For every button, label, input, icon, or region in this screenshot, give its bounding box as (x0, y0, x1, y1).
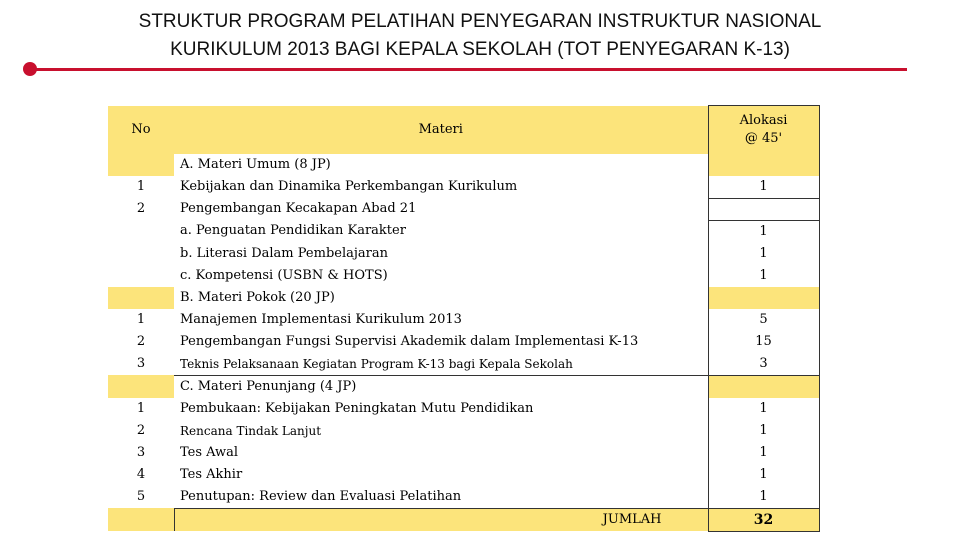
row-no: 1 (136, 311, 146, 327)
row-materi: Tes Awal (180, 444, 238, 460)
section-heading-a: A. Materi Umum (8 JP) (180, 156, 331, 172)
row-materi: Pengembangan Kecakapan Abad 21 (180, 201, 417, 216)
row-no: 5 (136, 488, 146, 504)
row-alokasi (708, 287, 819, 309)
header-alokasi (708, 106, 819, 154)
table-row (108, 176, 819, 199)
row-no (108, 220, 174, 243)
header-materi: Materi (174, 106, 708, 154)
table-row (108, 287, 819, 309)
table-row (108, 353, 819, 376)
total-label: JUMLAH (174, 508, 708, 531)
row-no: 3 (136, 444, 146, 460)
row-alokasi: 1 (708, 398, 819, 420)
table-row (108, 442, 819, 464)
row-materi: Manajemen Implementasi Kurikulum 2013 (180, 311, 462, 327)
row-alokasi: 1 (708, 176, 819, 199)
table-row (108, 309, 819, 331)
row-alokasi: 1 (708, 420, 819, 442)
table-row (108, 375, 819, 398)
row-alokasi: 5 (708, 309, 819, 331)
title-line-2: KURIKULUM 2013 BAGI KEPALA SEKOLAH (TOT PENYEGARAN K-13) (170, 39, 790, 60)
table-header-row (108, 106, 819, 154)
row-alokasi (708, 375, 819, 398)
row-alokasi (708, 198, 819, 220)
row-materi: Kebijakan dan Dinamika Perkembangan Kurikulum (180, 178, 518, 194)
program-structure-table (108, 105, 820, 532)
row-no: 2 (136, 333, 146, 349)
header-alokasi-line-1: Alokasi (739, 112, 788, 128)
row-no (108, 287, 174, 309)
section-heading-c: C. Materi Penunjang (4 JP) (174, 375, 708, 398)
title-rule (30, 68, 907, 71)
section-heading-b: B. Materi Pokok (20 JP) (180, 289, 335, 305)
header-no: No (108, 106, 174, 154)
row-no: 2 (136, 422, 146, 438)
row-no: 4 (136, 466, 146, 482)
row-materi: Rencana Tindak Lanjut (180, 423, 322, 438)
row-materi: b. Literasi Dalam Pembelajaran (180, 245, 388, 261)
row-alokasi: 1 (708, 220, 819, 243)
row-materi: c. Kompetensi (USBN & HOTS) (180, 267, 388, 283)
row-materi: Tes Akhir (180, 466, 243, 482)
row-alokasi: 3 (708, 353, 819, 376)
row-no (108, 265, 174, 287)
row-no: 3 (136, 355, 146, 371)
table-row (108, 198, 819, 220)
row-alokasi: 1 (708, 486, 819, 509)
row-no: 2 (136, 201, 146, 216)
row-alokasi: 1 (708, 442, 819, 464)
table-row (108, 331, 819, 353)
table-row (108, 464, 819, 486)
row-materi: Teknis Pelaksanaan Kegiatan Program K-13 bagi Kepala Sekolah (180, 356, 573, 371)
row-alokasi: 1 (708, 265, 819, 287)
row-no (108, 154, 174, 176)
total-value: 32 (708, 508, 819, 531)
table-row (108, 265, 819, 287)
table-row (108, 154, 819, 176)
row-no (108, 243, 174, 265)
table-row (108, 243, 819, 265)
table-row (108, 398, 819, 420)
table-row (108, 486, 819, 509)
row-alokasi: 15 (708, 331, 819, 353)
row-materi: Penutupan: Review dan Evaluasi Pelatihan (180, 488, 462, 504)
page-title (0, 8, 960, 64)
row-alokasi (708, 154, 819, 176)
row-materi: Pengembangan Fungsi Supervisi Akademik dalam Implementasi K-13 (180, 333, 639, 349)
total-row (108, 508, 819, 531)
row-no: 1 (136, 178, 146, 194)
total-no-cell (108, 508, 174, 531)
row-no: 1 (136, 400, 146, 416)
row-materi: Pembukaan: Kebijakan Peningkatan Mutu Pendidikan (180, 400, 534, 416)
row-materi: a. Penguatan Pendidikan Karakter (180, 223, 406, 239)
title-line-1: STRUKTUR PROGRAM PELATIHAN PENYEGARAN INSTRUKTUR NASIONAL (138, 11, 822, 32)
row-no (108, 375, 174, 398)
table-row (108, 420, 819, 442)
row-alokasi: 1 (708, 243, 819, 265)
row-alokasi: 1 (708, 464, 819, 486)
table-row (108, 220, 819, 243)
header-alokasi-line-2: @ 45' (744, 130, 783, 146)
